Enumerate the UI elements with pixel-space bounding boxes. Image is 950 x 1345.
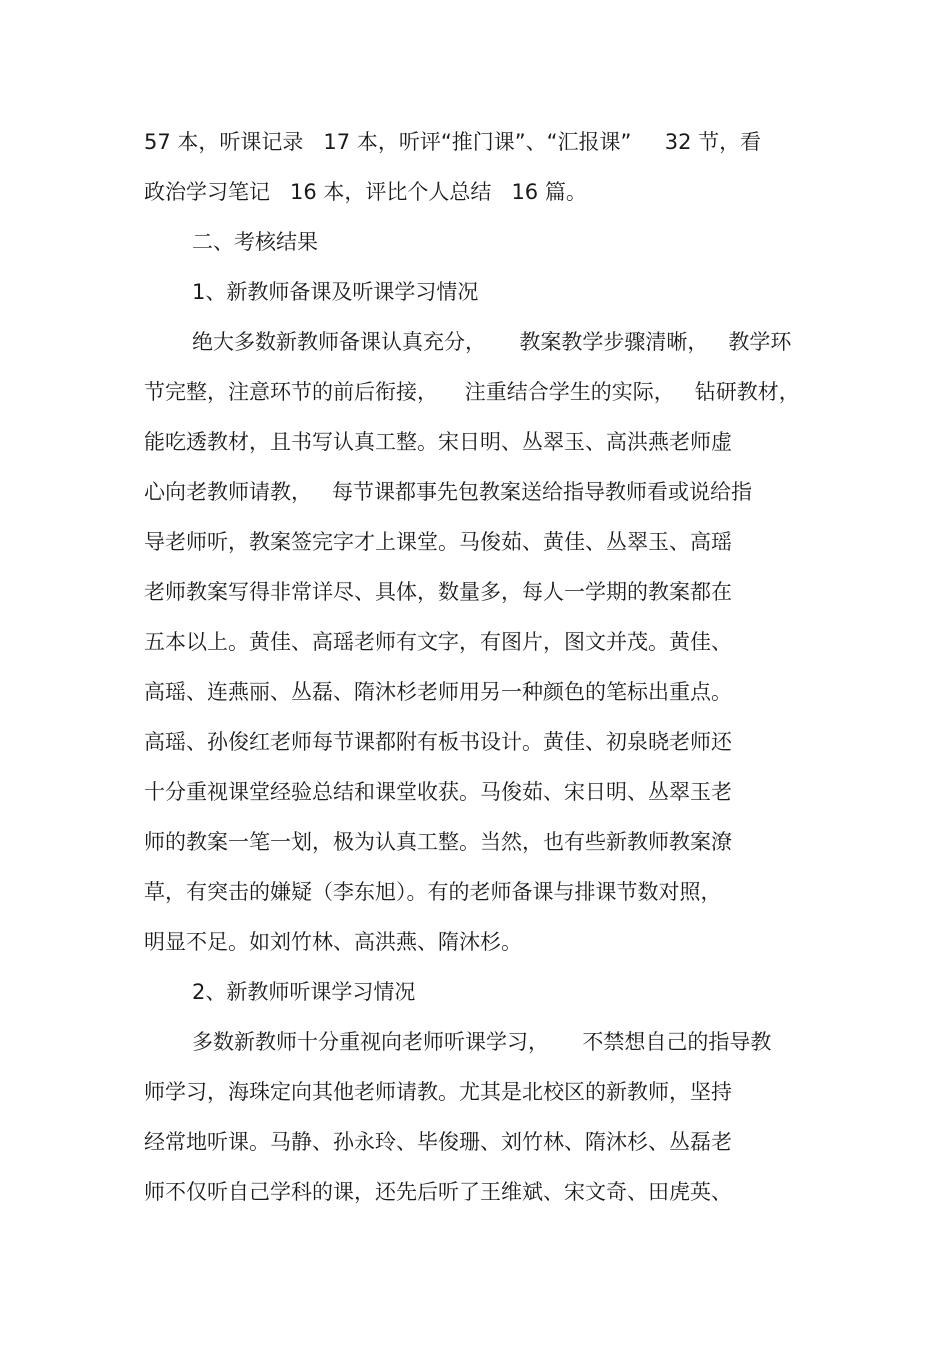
text-line: 草，有突击的嫌疑（李东旭）。有的老师备课与排课节数对照， (144, 880, 722, 904)
text-line: 经常地听课。马静、孙永玲、毕俊珊、刘竹林、隋沐杉、丛磊老 (144, 1130, 732, 1154)
text-line: 师的教案一笔一划，极为认真工整。当然，也有些新教师教案潦 (144, 830, 732, 854)
section-heading: 二、考核结果 (192, 230, 318, 254)
text-line: 57 本，听课记录 17 本，听评“推门课”、“汇报课” 32 节，看 (144, 130, 762, 154)
text-line: 师学习，海珠定向其他老师请教。尤其是北校区的新教师，坚持 (144, 1080, 732, 1104)
text-line: 政治学习笔记 16 本，评比个人总结 16 篇。 (144, 180, 587, 204)
text-line: 老师教案写得非常详尽、具体，数量多，每人一学期的教案都在 (144, 580, 732, 604)
text-line: 能吃透教材，且书写认真工整。宋日明、丛翠玉、高洪燕老师虚 (144, 430, 732, 454)
subsection-heading: 2、新教师听课学习情况 (192, 980, 416, 1004)
text-line: 五本以上。黄佳、高瑶老师有文字，有图片，图文并茂。黄佳、 (144, 630, 732, 654)
text-line: 十分重视课堂经验总结和课堂收获。马俊茹、宋日明、丛翠玉老 (144, 780, 732, 804)
subsection-heading: 1、新教师备课及听课学习情况 (192, 280, 479, 304)
text-line: 高瑶、孙俊红老师每节课都附有板书设计。黄佳、初泉晓老师还 (144, 730, 732, 754)
text-line: 心向老教师请教， 每节课都事先包教案送给指导教师看或说给指 (144, 480, 753, 504)
text-line: 导老师听，教案签完字才上课堂。马俊茹、黄佳、丛翠玉、高瑶 (144, 530, 732, 554)
text-line: 师不仅听自己学科的课，还先后听了王维斌、宋文奇、田虎英、 (144, 1180, 732, 1204)
text-line: 节完整，注意环节的前后衔接， 注重结合学生的实际， 钻研教材， (144, 380, 800, 404)
text-line: 多数新教师十分重视向老师听课学习， 不禁想自己的指导教 (192, 1030, 772, 1054)
text-line: 高瑶、连燕丽、丛磊、隋沐杉老师用另一种颜色的笔标出重点。 (144, 680, 732, 704)
text-line: 绝大多数新教师备课认真充分， 教案教学步骤清晰， 教学环 (192, 330, 792, 354)
text-line: 明显不足。如刘竹林、高洪燕、隋沐杉。 (144, 930, 522, 954)
